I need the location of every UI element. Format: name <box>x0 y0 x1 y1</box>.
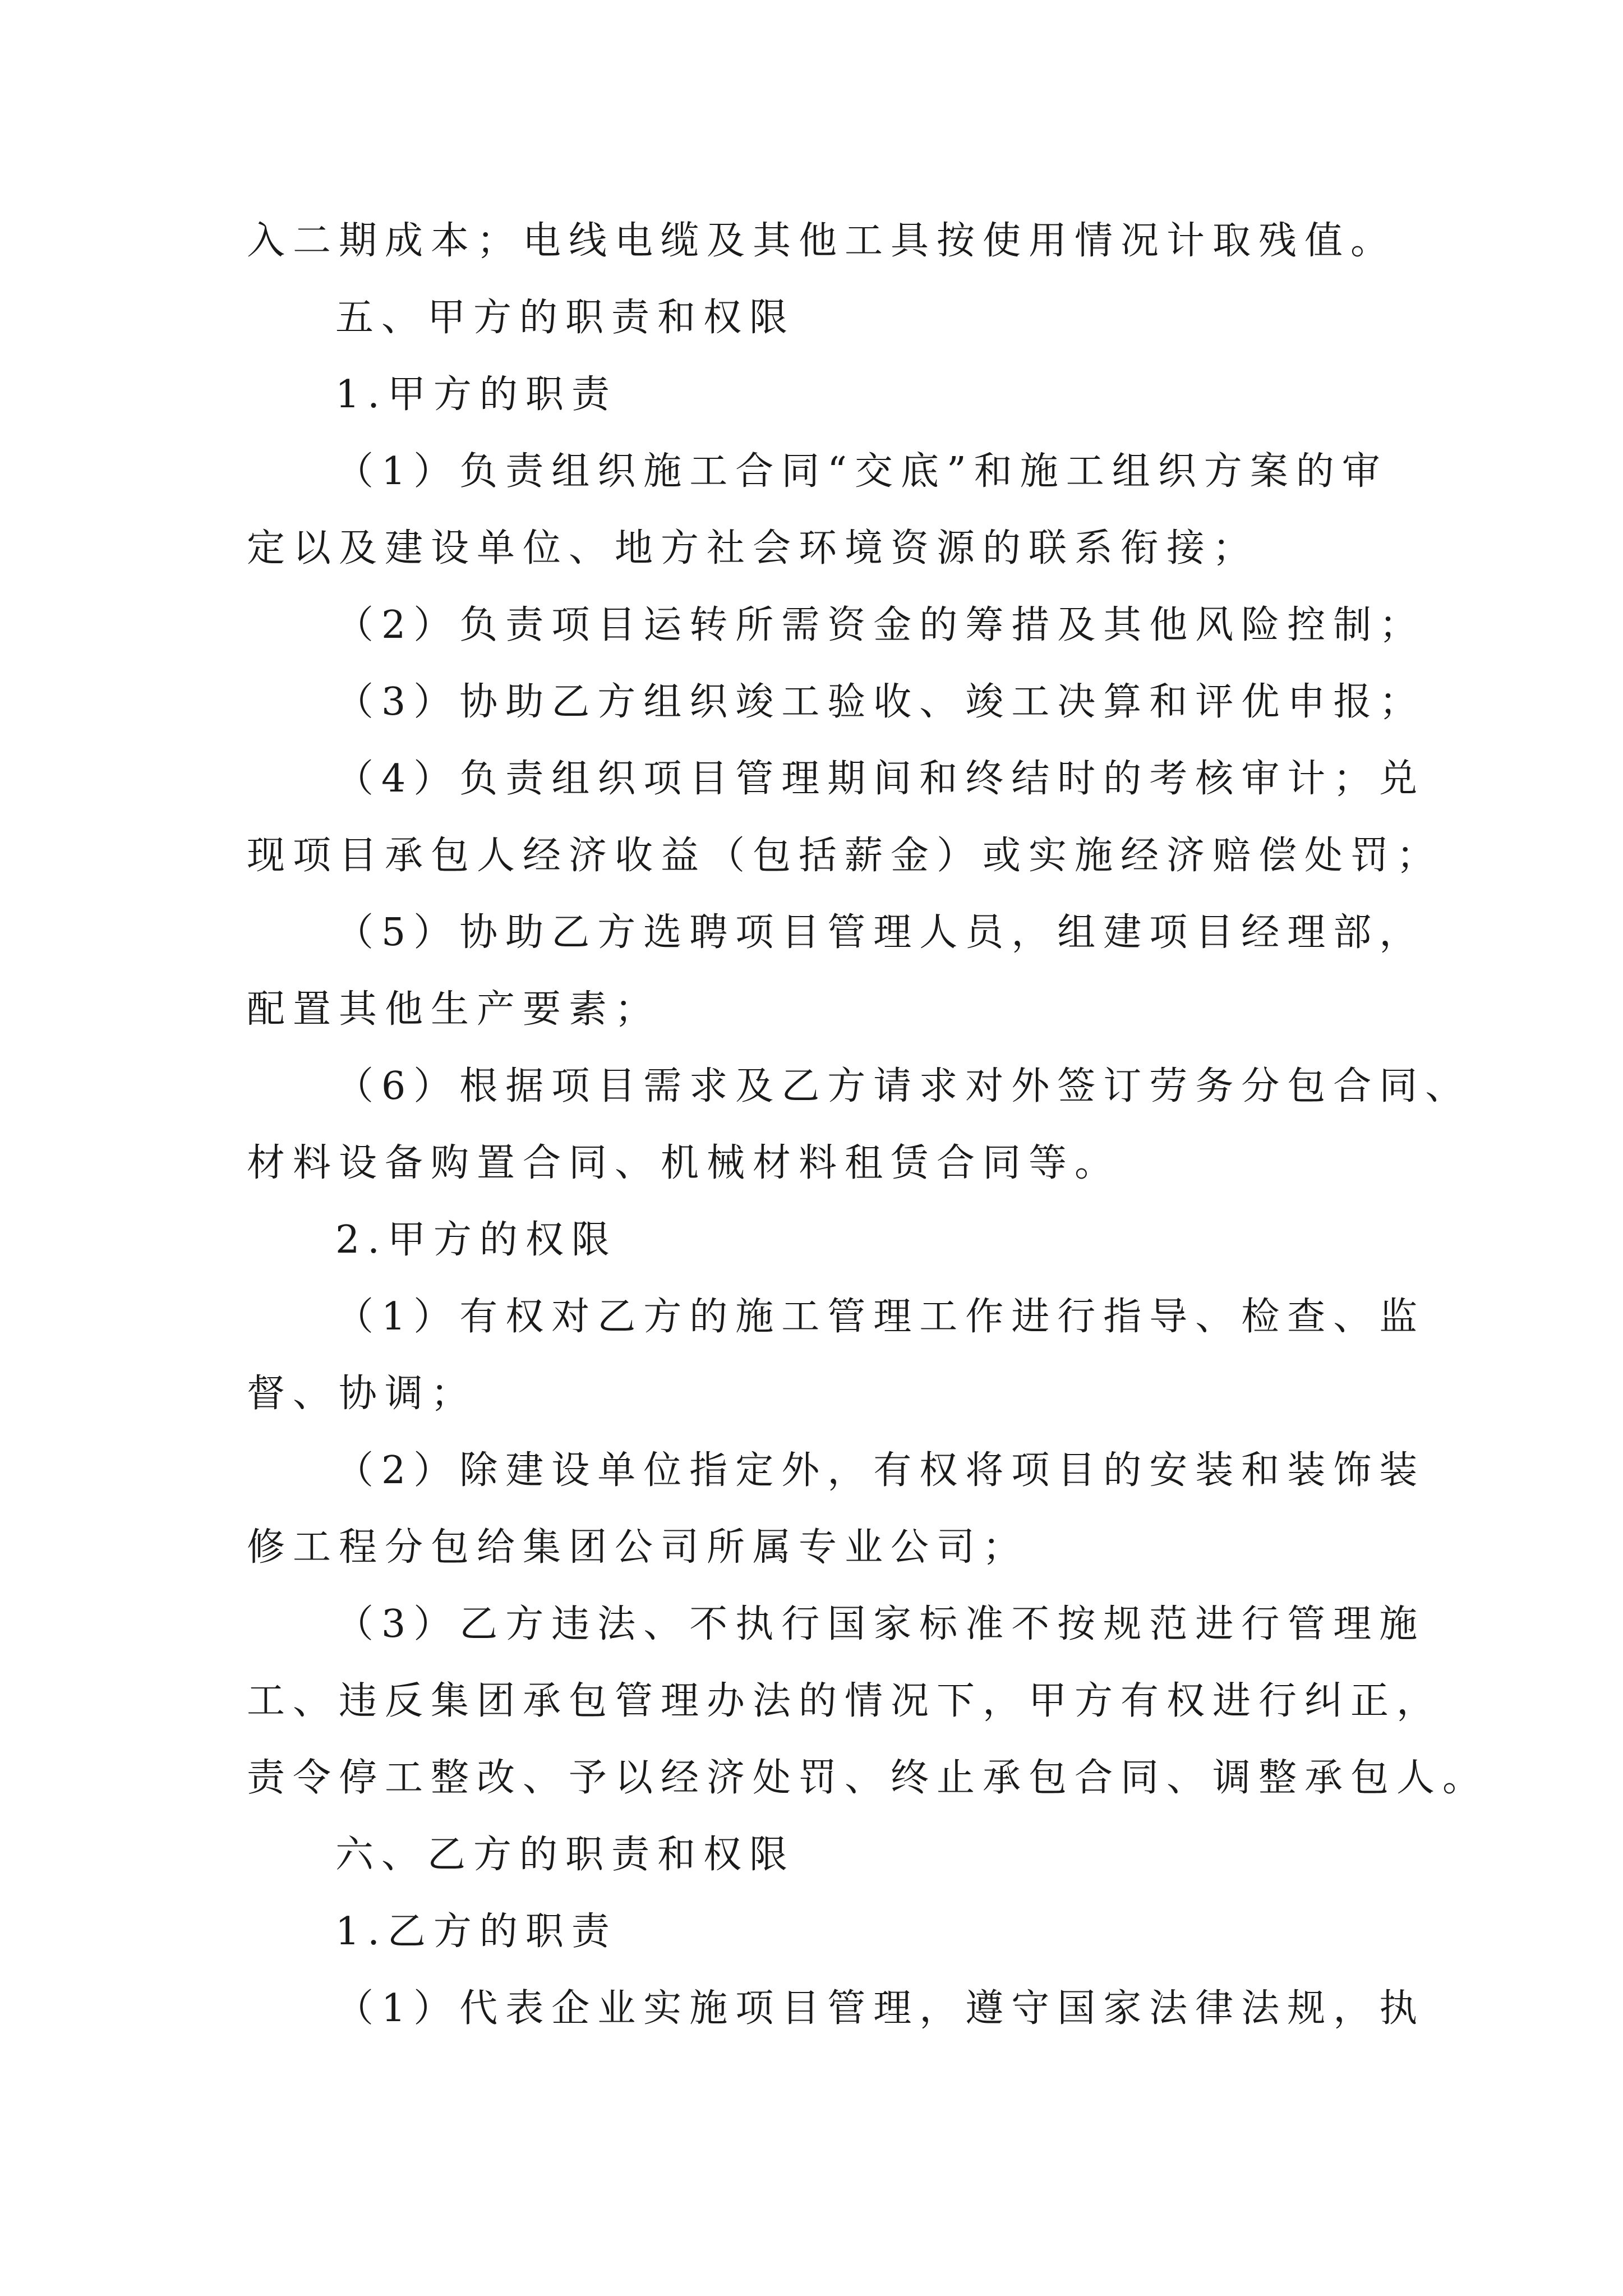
text-line: 责令停工整改、予以经济处罚、终止承包合同、调整承包人。 <box>247 1756 1489 1800</box>
text-line: 材料设备购置合同、机械材料租赁合同等。 <box>247 1141 1121 1185</box>
list-item: （1）负责组织施工合同“交底”和施工组织方案的审 <box>335 449 1388 494</box>
list-item: （2）负责项目运转所需资金的筹措及其他风险控制； <box>335 603 1426 647</box>
text-line: 修工程分包给集团公司所属专业公司； <box>247 1525 1029 1570</box>
list-item: （5）协助乙方选聘项目管理人员，组建项目经理部， <box>335 910 1426 955</box>
text-line: 定以及建设单位、地方社会环境资源的联系衔接； <box>247 526 1259 570</box>
text-line: 现项目承包人经济收益（包括薪金）或实施经济赔偿处罚； <box>247 834 1443 878</box>
section-heading: 六、乙方的职责和权限 <box>335 1833 796 1877</box>
list-item: （2）除建设单位指定外，有权将项目的安装和装饰装 <box>335 1448 1426 1493</box>
subsection-heading: 1.乙方的职责 <box>335 1910 617 1954</box>
list-item: （4）负责组织项目管理期间和终结时的考核审计；兑 <box>335 757 1426 801</box>
list-item: （3）乙方违法、不执行国家标准不按规范进行管理施 <box>335 1602 1426 1646</box>
section-heading: 五、甲方的职责和权限 <box>335 296 796 340</box>
text-line: 配置其他生产要素； <box>247 987 661 1032</box>
list-item: （6）根据项目需求及乙方请求对外签订劳务分包合同、 <box>335 1064 1472 1108</box>
text-line: 入二期成本；电线电缆及其他工具按使用情况计取残值。 <box>247 219 1397 263</box>
subsection-heading: 2.甲方的权限 <box>335 1218 617 1262</box>
list-item: （1）代表企业实施项目管理，遵守国家法律法规，执 <box>335 1986 1426 2031</box>
subsection-heading: 1.甲方的职责 <box>335 372 617 417</box>
text-line: 工、违反集团承包管理办法的情况下，甲方有权进行纠正， <box>247 1679 1443 1723</box>
list-item: （3）协助乙方组织竣工验收、竣工决算和评优申报； <box>335 680 1426 724</box>
list-item: （1）有权对乙方的施工管理工作进行指导、检查、监 <box>335 1295 1426 1339</box>
text-line: 督、协调； <box>247 1372 477 1416</box>
